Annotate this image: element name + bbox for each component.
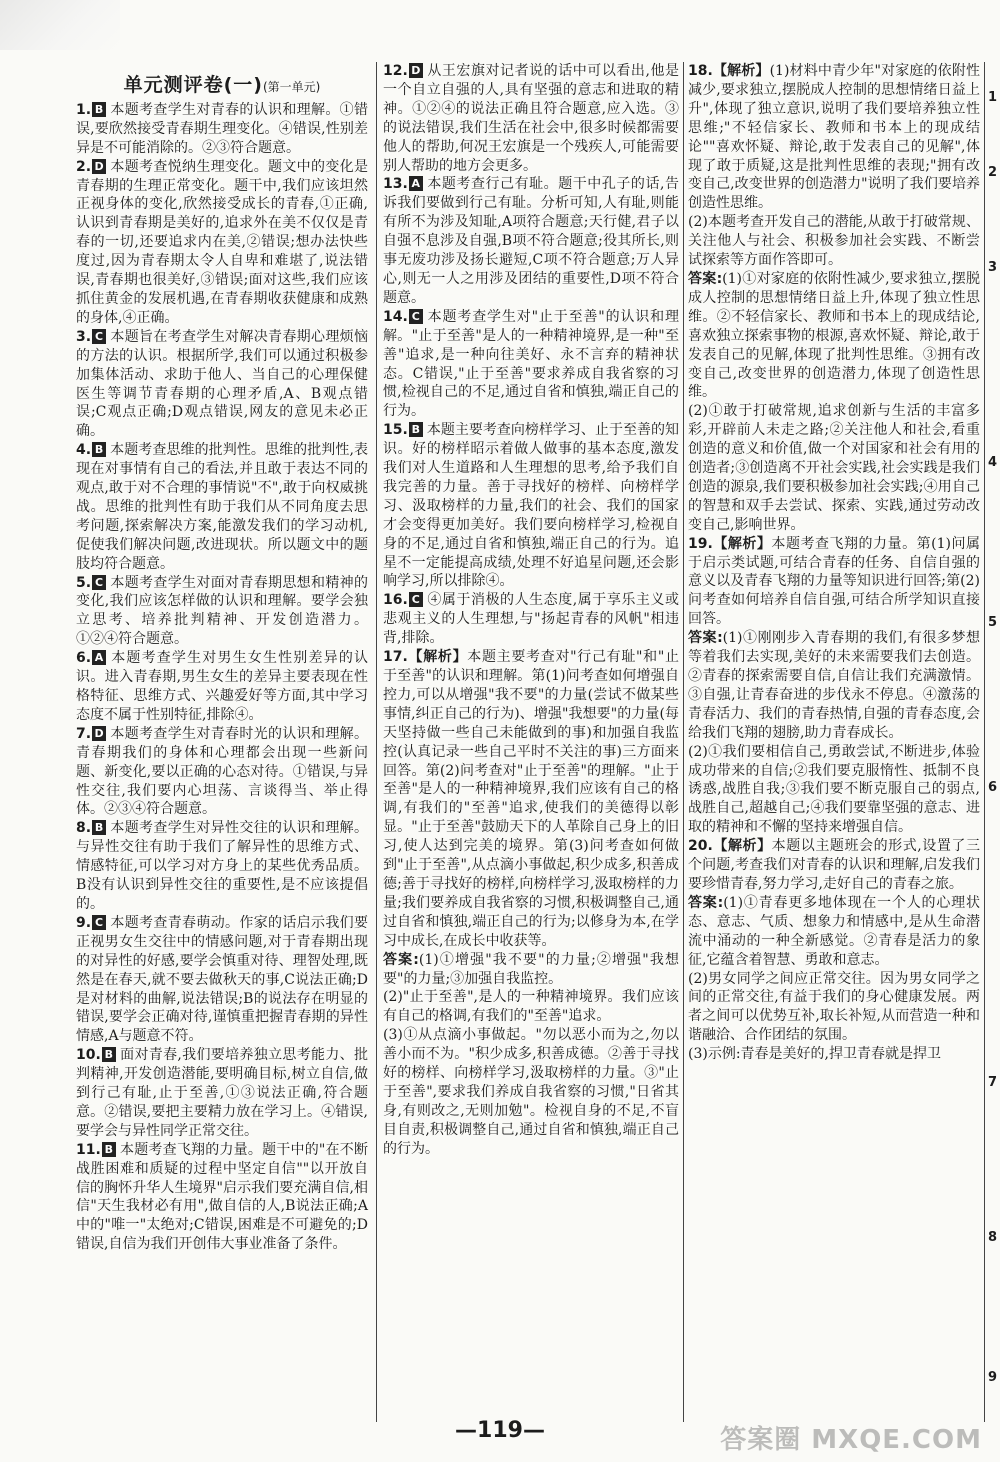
item-number: 10. (76, 1047, 101, 1064)
answer-item-4 (76, 441, 368, 573)
answer-item-continued (383, 988, 679, 1026)
edge-number: 5 (988, 615, 998, 630)
column-divider (683, 62, 684, 1422)
answer-choice-badge: C (409, 309, 423, 324)
answer-label: 答案: (383, 951, 419, 968)
answer-choice-badge: B (92, 442, 106, 457)
item-number: 5. (76, 574, 92, 591)
answer-choice-badge: C (92, 575, 106, 590)
column-1 (76, 76, 368, 1254)
item-text: 本题主要考查向榜样学习、止于至善的知识。好的榜样昭示着做人做事的基本态度,激发我们对人生道路和人生理想的思考,给予我们自我完善的力量。善于寻找好的榜样、向榜样学习、汲取榜样的力量,我们的社会、我们的国家才会变得更加美好。我们要向榜样学习,检视自身的不足,通过自省和慎独,端正自己的行为。追星不一定能提高成绩,处理不好追星问题,还会影响学习,所以排除④。 (383, 422, 679, 590)
item-text: 本题考查飞翔的力量。题干中的"在不断战胜困难和质疑的过程中坚定自信""以开放自信的胸怀升华人生境界"启示我们要充满自信,相信"天生我材必有用",做自信的人,B说法正确;A中的"唯一"太绝对;C错误,困难是不可避免的;D错误,自信为我们开创伟大事业准备了条件。 (76, 1141, 368, 1253)
answer-item-continued (383, 951, 679, 989)
item-number: 8. (76, 820, 92, 837)
answer-item-continued (688, 213, 980, 270)
analysis-tag: 【解析】 (712, 838, 772, 855)
answer-item-9 (76, 914, 368, 1046)
item-text: (3)示例:青春是美好的,捍卫青春就是捍卫 (688, 1046, 941, 1063)
item-number: 4. (76, 442, 92, 459)
item-text: 本题考查飞翔的力量。第(1)问属于启示类试题,可结合青春的任务、自信自强的意义以及青春飞翔的力量等知识进行回答;第(2)问考查如何培养自信自强,可结合所学知识直接回答。 (688, 535, 981, 628)
answer-item-8 (76, 819, 368, 914)
answer-choice-badge: D (409, 63, 423, 78)
answer-item-continued (383, 1026, 679, 1158)
answer-choice-badge: B (102, 1142, 116, 1157)
watermark-logo: 答案圈 MXQE.COM (720, 1425, 982, 1455)
item-text: 本题考查青春萌动。作家的话启示我们要正视男女生交往中的情感问题,对于青春期出现的对异性的好感,要学会慎重对待、理智处理,既然是在春天,就不要去做秋天的事,C说法正确;D是对材料的曲解,说法错误;B的说法存在明显的错误,要学会正确对待,谨慎重把握青春期的异性情感,A与题意不符。 (76, 914, 368, 1045)
item-number: 11. (76, 1141, 101, 1158)
analysis-tag: 【解析】 (712, 63, 770, 79)
column-divider (376, 62, 377, 1422)
edge-number: 4 (988, 455, 998, 470)
item-text: ④属于消极的人生态度,属于享乐主义或悲观主义的人生理想,与"扬起青春的风帆"相违背,排除。 (383, 592, 679, 647)
item-text: 本题考查行己有耻。题干中孔子的话,告诉我们要做到行己有耻。分析可知,人有耻,则能有所不为涉及知耻,A项符合题意;天行健,君子以自强不息涉及自强,B项不符合题意;役其所长,则事无废功涉及扬长避短,C项不符合题意;万人异心,则无一人之用涉及团结的重要性,D项不符合题意。 (383, 176, 679, 306)
item-text: 本题考查学生对异性交往的认识和理解。与异性交往有助于我们了解异性的思维方式、情感特征,可以学习对方身上的某些优秀品质。B没有认识到异性交往的重要性,是不应该提倡的。 (76, 820, 368, 912)
answer-item-16 (383, 591, 679, 648)
item-text: (2)①敢于打破常规,追求创新与生活的丰富多彩,开辟前人未走之路;②关注他人和社会,看重创造的意义和价值,做一个对国家和社会有用的创造者;③创造离不开社会实践,社会实践是我们创造的源泉,我们要积极参加社会实践;④用自己的智慧和双手去尝试、探索、实践,通过劳动改变自己,影响世界。 (688, 403, 980, 533)
answer-choice-badge: D (92, 726, 106, 741)
item-number: 19. (688, 535, 713, 552)
answer-item-12 (383, 62, 679, 175)
answer-item-7 (76, 725, 368, 820)
answer-item-19 (688, 535, 980, 630)
item-text: (1)①刚刚步入青春期的我们,有很多梦想等着我们去实现,美好的未来需要我们去创造。②青春的探索需要自信,自信让我们充满激情。③自强,让青春奋进的步伐永不停息。④激荡的青春活力、我们的青春热情,自强的青春态度,会给我们飞翔的翅膀,助力青春成长。 (688, 630, 980, 741)
edge-number: 2 (988, 165, 998, 180)
page-number: —119— (455, 1418, 545, 1443)
item-text: 本题考查学生对青春时光的认识和理解。青春期我们的身体和心理都会出现一些新问题、新变化,要以正确的心态对待。①错误,与异性交往,我们要内心坦荡、言谈得当、举止得体。②③④符合题意。 (76, 725, 368, 818)
answer-item-20 (688, 837, 980, 894)
column-2 (383, 62, 679, 1159)
answer-item-11 (76, 1141, 368, 1254)
answer-label: 答案: (688, 630, 723, 647)
item-text: (3)①从点滴小事做起。"勿以恶小而为之,勿以善小而不为。"积少成多,积善成德。②善于寻找好的榜样、向榜样学习,汲取榜样的力量。③"止于至善",要求我们养成自我省察的习惯,"日省其身,有则改之,无则加勉"。检视自身的不足,不盲目自责,积极调整自己,通过自省和慎独,端正自己的行为。 (383, 1027, 679, 1157)
answer-item-continued (688, 629, 980, 742)
item-text: 本题考查学生对男生女生性别差异的认识。进入青春期,男生女生的差异主要表现在性格特征、思维方式、兴趣爱好等方面,其中学习态度不属于性别特征,排除④。 (76, 650, 368, 723)
item-text: 本题旨在考查学生对解决青春期心理烦恼的方法的认识。根据所学,我们可以通过积极参加集体活动、求助于他人、当自己的心理保健医生等调节青春期的心理矛盾,A、B观点错误;C观点正确;D观点错误,网友的意见未必正确。 (76, 328, 368, 440)
answer-choice-badge: B (92, 820, 106, 835)
answer-item-14 (383, 308, 679, 421)
answer-choice-badge: B (102, 1047, 116, 1062)
item-number: 9. (76, 914, 92, 931)
item-number: 7. (76, 725, 92, 742)
edge-number: 9 (988, 1370, 998, 1385)
answer-item-17 (383, 648, 679, 951)
answer-label: 答案: (688, 270, 723, 287)
item-text: 从王宏旗对记者说的话中可以看出,他是一个自立自强的人,具有坚强的意志和进取的精神。①②④的说法正确且符合题意,应入选。③的说法错误,我们生活在社会中,很多时候都需要他人的帮助,何况王宏旗是一个残疾人,可能需要别人帮助的地方会更多。 (383, 63, 679, 174)
item-text: 本题考查思维的批判性。思维的批判性,表现在对事情有自己的看法,并且敢于表达不同的观点,敢于对不合理的事情说"不",敢于向权威挑战。思维的批判性有助于我们从不同角度去思考问题,探索解决方案,能激发我们的学习动机,促使我们解决问题,改进现状。所以题文中的题肢均符合题意。 (76, 442, 368, 572)
answer-item-13 (383, 175, 679, 307)
analysis-tag: 【解析】 (712, 535, 772, 552)
item-number: 2. (76, 158, 92, 175)
item-number: 20. (688, 838, 713, 855)
answer-item-continued (688, 743, 980, 838)
column-3 (688, 62, 980, 1064)
edge-number: 3 (988, 260, 998, 275)
item-text: (1)①增强"我不要"的力量;②增强"我想要"的力量;③加强自我监控。 (383, 951, 679, 987)
answer-choice-badge: D (92, 159, 106, 174)
item-text: (2)男女同学之间应正常交往。因为男女同学之间的正常交往,有益于我们的身心健康发展。两者之间可以优势互补,取长补短,从而营造一种和谐融洽、合作团结的氛围。 (688, 970, 980, 1044)
page-title (76, 76, 368, 97)
item-number: 12. (383, 63, 408, 79)
item-text: (2)"止于至善",是人的一种精神境界。我们应该有自己的格调,有我们的"至善"追求。 (383, 989, 679, 1025)
column-divider (984, 62, 985, 1422)
answer-item-6 (76, 649, 368, 725)
answer-choice-badge: C (92, 329, 106, 344)
item-number: 17. (383, 649, 408, 666)
title-main: 单元测评卷(一) (123, 74, 263, 96)
answer-item-2 (76, 158, 368, 328)
answer-choice-badge: A (92, 650, 106, 665)
item-number: 14. (383, 308, 408, 325)
answer-item-10 (76, 1046, 368, 1141)
item-text: 面对青春,我们要培养独立思考能力、批判精神,开发创造潜能,要明确目标,树立自信,做到行己有耻,止于至善,①③说法正确,符合题意。②错误,要把主要精力放在学习上。④错误,要学会与异性同学正常交往。 (76, 1047, 368, 1139)
item-number: 6. (76, 650, 92, 667)
edge-number: 7 (988, 1075, 998, 1090)
answer-label: 答案: (688, 894, 724, 911)
item-number: 3. (76, 328, 92, 345)
item-text: 本题主要考查对"行己有耻"和"止于至善"的认识和理解。第(1)问考查如何增强自控力,可以从增强"我不要"的力量(尝试不做某些事情,纠正自己的行为)、增强"我想要"的力量(每天坚持做一些自己未能做到的事)和加强自我监控(认真记录一些自己平时不关注的事)三方面来回答。第(2)问考查对"止于至善"的理解。"止于至善"是人的一种精神境界,我们应该有自己的格调,有我们的"至善"追求,使我们的美德得以彰显。"止于至善"鼓励天下的人革除自己身上的旧习,使人达到完美的境界。第(3)问考查如何做到"止于至善",从点滴小事做起,积少成多,积善成德;善于寻找好的榜样,向榜样学习,汲取榜样的力量;我们要养成自我省察的习惯,积极调整自己,通过自省和慎独,端正自己的行为;以修身为本,在学习中成长,在成长中收获等。 (383, 649, 679, 949)
item-text: 本题以主题班会的形式,设置了三个问题,考查我们对青春的认识和理解,启发我们要珍惜青春,努力学习,走好自己的青春之旅。 (688, 838, 980, 892)
title-sub: (第一单元) (263, 80, 321, 94)
item-text: (1)①青春更多地体现在一个人的心理状态、意志、气质、想象力和情感中,是从生命潜流中涌动的一种全新感觉。②青春是活力的象征,它蕴含着智慧、勇敢和意志。 (688, 894, 980, 968)
answer-item-5 (76, 574, 368, 650)
answer-item-15 (383, 421, 679, 591)
answer-item-18 (688, 62, 980, 213)
edge-number: 6 (988, 780, 998, 795)
edge-number: 1 (988, 90, 998, 105)
answer-item-continued (688, 970, 980, 1046)
answer-choice-badge: A (409, 176, 423, 191)
item-text: 本题考查学生对青春的认识和理解。①错误,要欣然接受青春期生理变化。④错误,性别差异是不可能消除的。②③符合题意。 (76, 101, 368, 156)
answer-choice-badge: C (92, 915, 106, 930)
answer-item-continued (688, 270, 980, 402)
item-text: 本题考查学生对"止于至善"的认识和理解。"止于至善"是人的一种精神境界,是一种"至善"追求,是一种向往美好、永不言弃的精神状态。C错误,"止于至善"要求养成自我省察的习惯,检视自己的不足,通过自省和慎独,端正自己的行为。 (383, 308, 679, 420)
item-number: 13. (383, 176, 408, 193)
item-text: (2)①我们要相信自己,勇敢尝试,不断进步,体验成功带来的自信;②我们要克服惰性、抵制不良诱惑,战胜自我;③我们要不断克服自己的弱点,战胜自己,超越自己;④我们要靠坚强的意志、进取的精神和不懈的坚持来增强自信。 (688, 743, 980, 836)
answer-choice-badge: B (92, 102, 106, 117)
item-text: (1)①对家庭的依附性减少,要求独立,摆脱成人控制的思想情绪日益上升,体现了独立性思维。②不轻信家长、教师和书本上的现成结论,喜欢独立探索事物的根源,喜欢怀疑、辩论,敢于发表自己的见解,体现了批判性思维。③拥有改变自己,改变世界的创造潜力,体现了创造性思维。 (688, 270, 980, 401)
edge-number: 8 (988, 1230, 998, 1245)
item-text: 本题考查学生对面对青春期思想和精神的变化,我们应该怎样做的认识和理解。要学会独立思考、培养批判精神、开发创造潜力。①②④符合题意。 (76, 574, 368, 648)
item-text: (1)材料中青少年"对家庭的依附性减少,要求独立,摆脱成人控制的思想情绪日益上升",体现了独立意识,说明了我们要培养独立性思维;"不轻信家长、教师和书本上的现成结论""喜欢怀疑、辩论,敢于发表自己的见解",体现了敢于质疑,这是批判性思维的表现;"拥有改变自己,改变世界的创造潜力"说明了我们要培养创造性思维。 (688, 63, 980, 212)
item-number: 18. (688, 63, 713, 79)
item-text: 本题考查悦纳生理变化。题文中的变化是青春期的生理正常变化。题干中,我们应该坦然正视身体的变化,欣然接受成长的青春,①正确,认识到青春期是美好的,追求外在美不仅仅是青春的一切,还要追求内在美,②错误;想办法快些度过,因为青春期太令人自卑和难堪了,说法错误,青春期也很美好,③错误;面对这些,我们应该抓住黄金的发展机遇,在青春期收获健康和成熟的身体,④正确。 (76, 158, 368, 326)
answer-item-3 (76, 328, 368, 441)
item-number: 1. (76, 101, 92, 118)
item-number: 15. (383, 422, 408, 439)
answer-item-continued (688, 894, 980, 970)
answer-choice-badge: C (409, 592, 423, 607)
scan-shadow (0, 0, 120, 50)
answer-item-1 (76, 101, 368, 158)
item-number: 16. (383, 592, 408, 609)
answer-item-continued (688, 1045, 980, 1064)
answer-choice-badge: B (409, 422, 423, 437)
item-text: (2)本题考查开发自己的潜能,从敢于打破常规、关注他人与社会、积极参加社会实践、不断尝试探索等方面作答即可。 (688, 214, 980, 269)
analysis-tag: 【解析】 (407, 649, 468, 666)
answer-item-continued (688, 402, 980, 534)
